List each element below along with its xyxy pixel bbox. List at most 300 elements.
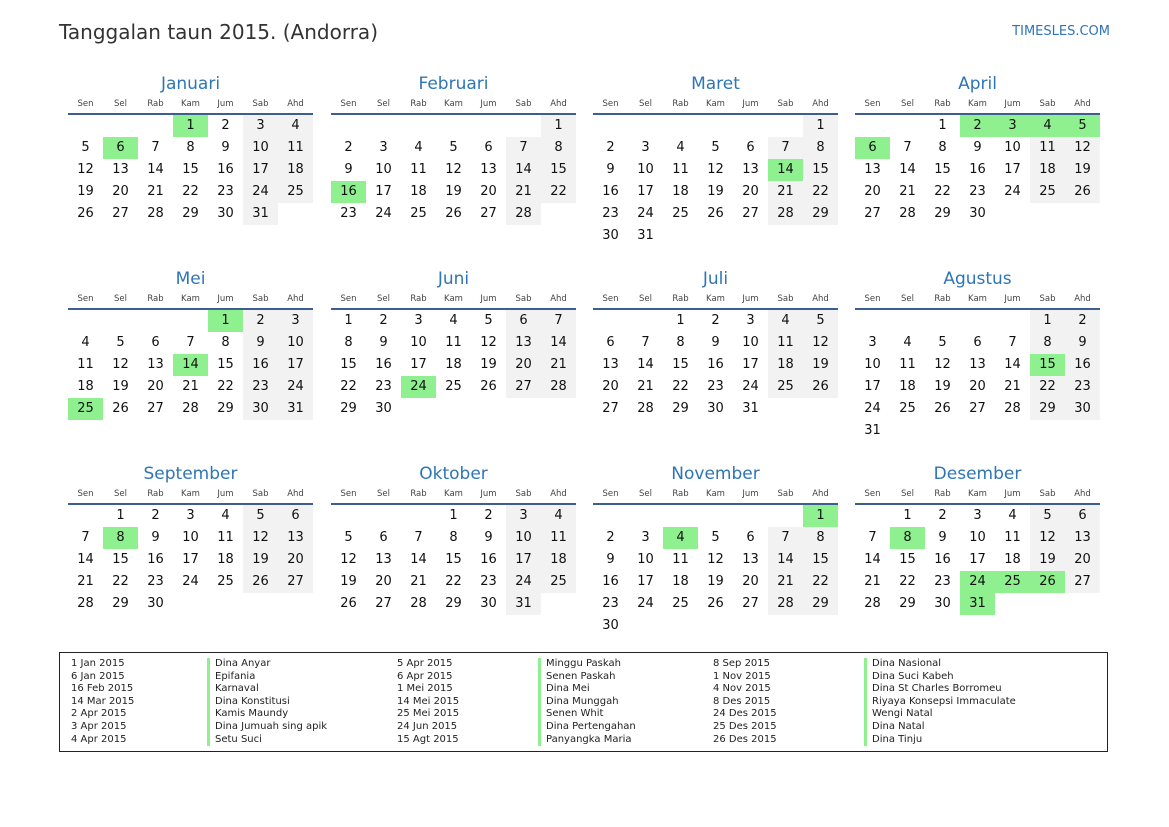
day-cell[interactable]: 26 [707, 206, 724, 221]
day-cell[interactable]: 20 [480, 184, 497, 199]
day-cell[interactable]: 10 [637, 162, 654, 177]
day-cell[interactable]: 20 [742, 184, 759, 199]
day-cell[interactable]: 13 [278, 527, 313, 549]
day-cell[interactable]: 1 [938, 118, 947, 133]
day-cell[interactable]: 1 [803, 115, 838, 137]
day-cell[interactable]: 7 [186, 335, 195, 350]
day-cell[interactable]: 9 [379, 335, 388, 350]
day-cell[interactable]: 16 [243, 354, 278, 376]
day-cell[interactable]: 19 [77, 184, 94, 199]
day-cell[interactable]: 18 [1030, 159, 1065, 181]
day-cell[interactable]: 29 [112, 596, 129, 611]
day-cell[interactable]: 16 [1065, 354, 1100, 376]
day-cell[interactable]: 18 [768, 354, 803, 376]
day-cell[interactable]: 26 [707, 596, 724, 611]
day-cell[interactable]: 19 [445, 184, 462, 199]
day-cell[interactable]: 20 [375, 574, 392, 589]
holiday-day[interactable]: 16 [331, 181, 366, 203]
day-cell[interactable]: 29 [340, 401, 357, 416]
day-cell[interactable]: 30 [147, 596, 164, 611]
day-cell[interactable]: 27 [742, 596, 759, 611]
day-cell[interactable]: 26 [1065, 181, 1100, 203]
day-cell[interactable]: 30 [602, 618, 619, 633]
day-cell[interactable]: 22 [541, 181, 576, 203]
day-cell[interactable]: 15 [899, 552, 916, 567]
day-cell[interactable]: 14 [506, 159, 541, 181]
day-cell[interactable]: 27 [278, 571, 313, 593]
day-cell[interactable]: 15 [182, 162, 199, 177]
holiday-day[interactable]: 4 [663, 527, 698, 549]
day-cell[interactable]: 7 [506, 137, 541, 159]
day-cell[interactable]: 25 [278, 181, 313, 203]
day-cell[interactable]: 19 [803, 354, 838, 376]
day-cell[interactable]: 19 [340, 574, 357, 589]
day-cell[interactable]: 29 [1030, 398, 1065, 420]
holiday-day[interactable]: 24 [960, 571, 995, 593]
day-cell[interactable]: 19 [707, 574, 724, 589]
day-cell[interactable]: 17 [864, 379, 881, 394]
day-cell[interactable]: 18 [541, 549, 576, 571]
day-cell[interactable]: 6 [151, 335, 160, 350]
day-cell[interactable]: 24 [375, 206, 392, 221]
day-cell[interactable]: 8 [186, 140, 195, 155]
day-cell[interactable]: 12 [803, 332, 838, 354]
day-cell[interactable]: 5 [344, 530, 353, 545]
day-cell[interactable]: 21 [899, 184, 916, 199]
day-cell[interactable]: 14 [147, 162, 164, 177]
day-cell[interactable]: 23 [217, 184, 234, 199]
day-cell[interactable]: 2 [221, 118, 230, 133]
day-cell[interactable]: 11 [899, 357, 916, 372]
day-cell[interactable]: 12 [1065, 137, 1100, 159]
day-cell[interactable]: 4 [903, 335, 912, 350]
day-cell[interactable]: 30 [243, 398, 278, 420]
day-cell[interactable]: 11 [768, 332, 803, 354]
day-cell[interactable]: 5 [711, 530, 720, 545]
day-cell[interactable]: 29 [899, 596, 916, 611]
day-cell[interactable]: 30 [934, 596, 951, 611]
day-cell[interactable]: 18 [278, 159, 313, 181]
holiday-day[interactable]: 2 [960, 115, 995, 137]
day-cell[interactable]: 24 [637, 206, 654, 221]
day-cell[interactable]: 22 [899, 574, 916, 589]
day-cell[interactable]: 27 [864, 206, 881, 221]
day-cell[interactable]: 9 [221, 140, 230, 155]
day-cell[interactable]: 7 [541, 310, 576, 332]
day-cell[interactable]: 12 [1030, 527, 1065, 549]
day-cell[interactable]: 24 [864, 401, 881, 416]
day-cell[interactable]: 1 [676, 313, 685, 328]
day-cell[interactable]: 10 [375, 162, 392, 177]
day-cell[interactable]: 26 [243, 571, 278, 593]
day-cell[interactable]: 21 [768, 181, 803, 203]
day-cell[interactable]: 28 [637, 401, 654, 416]
day-cell[interactable]: 29 [803, 203, 838, 225]
day-cell[interactable]: 1 [116, 508, 125, 523]
day-cell[interactable]: 12 [112, 357, 129, 372]
day-cell[interactable]: 7 [868, 530, 877, 545]
day-cell[interactable]: 13 [147, 357, 164, 372]
day-cell[interactable]: 12 [707, 552, 724, 567]
day-cell[interactable]: 14 [637, 357, 654, 372]
day-cell[interactable]: 17 [969, 552, 986, 567]
day-cell[interactable]: 8 [676, 335, 685, 350]
day-cell[interactable]: 2 [1065, 310, 1100, 332]
day-cell[interactable]: 25 [672, 596, 689, 611]
day-cell[interactable]: 9 [606, 552, 615, 567]
day-cell[interactable]: 23 [1065, 376, 1100, 398]
day-cell[interactable]: 11 [77, 357, 94, 372]
day-cell[interactable]: 17 [278, 354, 313, 376]
day-cell[interactable]: 27 [480, 206, 497, 221]
day-cell[interactable]: 2 [711, 313, 720, 328]
day-cell[interactable]: 1 [1030, 310, 1065, 332]
day-cell[interactable]: 19 [1030, 549, 1065, 571]
day-cell[interactable]: 27 [147, 401, 164, 416]
day-cell[interactable]: 28 [410, 596, 427, 611]
day-cell[interactable]: 5 [116, 335, 125, 350]
day-cell[interactable]: 22 [217, 379, 234, 394]
day-cell[interactable]: 12 [445, 162, 462, 177]
day-cell[interactable]: 6 [379, 530, 388, 545]
day-cell[interactable]: 23 [243, 376, 278, 398]
day-cell[interactable]: 3 [641, 530, 650, 545]
day-cell[interactable]: 10 [410, 335, 427, 350]
day-cell[interactable]: 27 [1065, 571, 1100, 593]
day-cell[interactable]: 15 [340, 357, 357, 372]
day-cell[interactable]: 23 [969, 184, 986, 199]
day-cell[interactable]: 7 [81, 530, 90, 545]
day-cell[interactable]: 10 [637, 552, 654, 567]
day-cell[interactable]: 15 [803, 549, 838, 571]
day-cell[interactable]: 5 [484, 313, 493, 328]
site-link[interactable]: TIMESLES.COM [1012, 24, 1110, 39]
holiday-day[interactable]: 3 [995, 115, 1030, 137]
day-cell[interactable]: 19 [934, 379, 951, 394]
day-cell[interactable]: 10 [506, 527, 541, 549]
holiday-day[interactable]: 24 [401, 376, 436, 398]
day-cell[interactable]: 13 [864, 162, 881, 177]
day-cell[interactable]: 29 [672, 401, 689, 416]
day-cell[interactable]: 16 [602, 574, 619, 589]
day-cell[interactable]: 11 [278, 137, 313, 159]
day-cell[interactable]: 3 [868, 335, 877, 350]
day-cell[interactable]: 23 [375, 379, 392, 394]
day-cell[interactable]: 24 [278, 376, 313, 398]
day-cell[interactable]: 22 [445, 574, 462, 589]
day-cell[interactable]: 6 [278, 505, 313, 527]
day-cell[interactable]: 17 [410, 357, 427, 372]
day-cell[interactable]: 25 [217, 574, 234, 589]
day-cell[interactable]: 30 [480, 596, 497, 611]
day-cell[interactable]: 6 [1065, 505, 1100, 527]
day-cell[interactable]: 23 [602, 596, 619, 611]
day-cell[interactable]: 19 [480, 357, 497, 372]
day-cell[interactable]: 25 [541, 571, 576, 593]
day-cell[interactable]: 30 [707, 401, 724, 416]
holiday-day[interactable]: 25 [995, 571, 1030, 593]
day-cell[interactable]: 29 [217, 401, 234, 416]
day-cell[interactable]: 31 [742, 401, 759, 416]
day-cell[interactable]: 14 [410, 552, 427, 567]
day-cell[interactable]: 3 [641, 140, 650, 155]
day-cell[interactable]: 26 [112, 401, 129, 416]
day-cell[interactable]: 15 [112, 552, 129, 567]
day-cell[interactable]: 31 [278, 398, 313, 420]
day-cell[interactable]: 13 [112, 162, 129, 177]
day-cell[interactable]: 25 [768, 376, 803, 398]
day-cell[interactable]: 11 [217, 530, 234, 545]
day-cell[interactable]: 22 [672, 379, 689, 394]
day-cell[interactable]: 12 [340, 552, 357, 567]
day-cell[interactable]: 1 [449, 508, 458, 523]
day-cell[interactable]: 28 [77, 596, 94, 611]
day-cell[interactable]: 26 [340, 596, 357, 611]
day-cell[interactable]: 1 [541, 115, 576, 137]
day-cell[interactable]: 16 [480, 552, 497, 567]
day-cell[interactable]: 25 [410, 206, 427, 221]
day-cell[interactable]: 29 [445, 596, 462, 611]
day-cell[interactable]: 16 [934, 552, 951, 567]
day-cell[interactable]: 5 [1030, 505, 1065, 527]
day-cell[interactable]: 26 [77, 206, 94, 221]
day-cell[interactable]: 8 [221, 335, 230, 350]
day-cell[interactable]: 3 [414, 313, 423, 328]
day-cell[interactable]: 29 [803, 593, 838, 615]
day-cell[interactable]: 9 [973, 140, 982, 155]
day-cell[interactable]: 15 [934, 162, 951, 177]
day-cell[interactable]: 17 [742, 357, 759, 372]
day-cell[interactable]: 6 [506, 310, 541, 332]
day-cell[interactable]: 14 [541, 332, 576, 354]
day-cell[interactable]: 31 [506, 593, 541, 615]
day-cell[interactable]: 4 [278, 115, 313, 137]
day-cell[interactable]: 9 [606, 162, 615, 177]
day-cell[interactable]: 7 [414, 530, 423, 545]
day-cell[interactable]: 27 [112, 206, 129, 221]
day-cell[interactable]: 4 [768, 310, 803, 332]
holiday-day[interactable]: 14 [768, 159, 803, 181]
day-cell[interactable]: 11 [410, 162, 427, 177]
day-cell[interactable]: 13 [1065, 527, 1100, 549]
day-cell[interactable]: 21 [541, 354, 576, 376]
day-cell[interactable]: 22 [803, 571, 838, 593]
day-cell[interactable]: 9 [1065, 332, 1100, 354]
day-cell[interactable]: 10 [278, 332, 313, 354]
day-cell[interactable]: 16 [969, 162, 986, 177]
day-cell[interactable]: 12 [243, 527, 278, 549]
day-cell[interactable]: 18 [445, 357, 462, 372]
day-cell[interactable]: 26 [445, 206, 462, 221]
day-cell[interactable]: 20 [147, 379, 164, 394]
day-cell[interactable]: 16 [707, 357, 724, 372]
day-cell[interactable]: 17 [637, 184, 654, 199]
day-cell[interactable]: 17 [243, 159, 278, 181]
day-cell[interactable]: 6 [746, 140, 755, 155]
day-cell[interactable]: 4 [449, 313, 458, 328]
day-cell[interactable]: 9 [711, 335, 720, 350]
day-cell[interactable]: 21 [1004, 379, 1021, 394]
day-cell[interactable]: 28 [899, 206, 916, 221]
day-cell[interactable]: 18 [672, 184, 689, 199]
day-cell[interactable]: 26 [934, 401, 951, 416]
day-cell[interactable]: 28 [864, 596, 881, 611]
day-cell[interactable]: 9 [151, 530, 160, 545]
day-cell[interactable]: 21 [147, 184, 164, 199]
day-cell[interactable]: 18 [1004, 552, 1021, 567]
day-cell[interactable]: 8 [938, 140, 947, 155]
day-cell[interactable]: 6 [973, 335, 982, 350]
day-cell[interactable]: 18 [77, 379, 94, 394]
day-cell[interactable]: 17 [506, 549, 541, 571]
day-cell[interactable]: 14 [1004, 357, 1021, 372]
day-cell[interactable]: 6 [484, 140, 493, 155]
day-cell[interactable]: 5 [449, 140, 458, 155]
day-cell[interactable]: 10 [969, 530, 986, 545]
day-cell[interactable]: 8 [541, 137, 576, 159]
day-cell[interactable]: 14 [864, 552, 881, 567]
holiday-day[interactable]: 1 [208, 310, 243, 332]
day-cell[interactable]: 1 [344, 313, 353, 328]
day-cell[interactable]: 10 [864, 357, 881, 372]
holiday-day[interactable]: 4 [1030, 115, 1065, 137]
day-cell[interactable]: 25 [899, 401, 916, 416]
day-cell[interactable]: 27 [969, 401, 986, 416]
day-cell[interactable]: 16 [602, 184, 619, 199]
day-cell[interactable]: 3 [379, 140, 388, 155]
day-cell[interactable]: 8 [1030, 332, 1065, 354]
day-cell[interactable]: 24 [243, 181, 278, 203]
day-cell[interactable]: 23 [707, 379, 724, 394]
day-cell[interactable]: 28 [506, 203, 541, 225]
day-cell[interactable]: 13 [375, 552, 392, 567]
day-cell[interactable]: 21 [182, 379, 199, 394]
day-cell[interactable]: 13 [480, 162, 497, 177]
day-cell[interactable]: 26 [803, 376, 838, 398]
day-cell[interactable]: 30 [969, 206, 986, 221]
day-cell[interactable]: 2 [344, 140, 353, 155]
day-cell[interactable]: 17 [182, 552, 199, 567]
day-cell[interactable]: 3 [973, 508, 982, 523]
day-cell[interactable]: 7 [1008, 335, 1017, 350]
day-cell[interactable]: 28 [768, 203, 803, 225]
day-cell[interactable]: 20 [602, 379, 619, 394]
day-cell[interactable]: 25 [672, 206, 689, 221]
day-cell[interactable]: 11 [1030, 137, 1065, 159]
day-cell[interactable]: 12 [934, 357, 951, 372]
day-cell[interactable]: 21 [506, 181, 541, 203]
holiday-day[interactable]: 26 [1030, 571, 1065, 593]
day-cell[interactable]: 9 [484, 530, 493, 545]
day-cell[interactable]: 1 [903, 508, 912, 523]
day-cell[interactable]: 21 [77, 574, 94, 589]
day-cell[interactable]: 16 [147, 552, 164, 567]
day-cell[interactable]: 19 [243, 549, 278, 571]
day-cell[interactable]: 27 [602, 401, 619, 416]
day-cell[interactable]: 7 [151, 140, 160, 155]
holiday-day[interactable]: 6 [103, 137, 138, 159]
day-cell[interactable]: 30 [1065, 398, 1100, 420]
day-cell[interactable]: 10 [1004, 140, 1021, 155]
day-cell[interactable]: 22 [112, 574, 129, 589]
day-cell[interactable]: 25 [445, 379, 462, 394]
day-cell[interactable]: 23 [934, 574, 951, 589]
day-cell[interactable]: 2 [151, 508, 160, 523]
day-cell[interactable]: 14 [77, 552, 94, 567]
day-cell[interactable]: 13 [742, 162, 759, 177]
day-cell[interactable]: 15 [803, 159, 838, 181]
day-cell[interactable]: 6 [746, 530, 755, 545]
day-cell[interactable]: 18 [410, 184, 427, 199]
day-cell[interactable]: 7 [641, 335, 650, 350]
holiday-day[interactable]: 31 [960, 593, 995, 615]
day-cell[interactable]: 24 [637, 596, 654, 611]
day-cell[interactable]: 13 [969, 357, 986, 372]
day-cell[interactable]: 19 [1065, 159, 1100, 181]
day-cell[interactable]: 20 [278, 549, 313, 571]
day-cell[interactable]: 27 [375, 596, 392, 611]
day-cell[interactable]: 31 [243, 203, 278, 225]
day-cell[interactable]: 7 [768, 527, 803, 549]
day-cell[interactable]: 5 [711, 140, 720, 155]
day-cell[interactable]: 4 [1008, 508, 1017, 523]
day-cell[interactable]: 20 [1065, 549, 1100, 571]
day-cell[interactable]: 28 [541, 376, 576, 398]
day-cell[interactable]: 3 [186, 508, 195, 523]
day-cell[interactable]: 30 [217, 206, 234, 221]
day-cell[interactable]: 19 [707, 184, 724, 199]
day-cell[interactable]: 31 [864, 423, 881, 438]
day-cell[interactable]: 23 [480, 574, 497, 589]
day-cell[interactable]: 22 [340, 379, 357, 394]
day-cell[interactable]: 11 [672, 162, 689, 177]
day-cell[interactable]: 15 [445, 552, 462, 567]
day-cell[interactable]: 25 [1030, 181, 1065, 203]
day-cell[interactable]: 17 [375, 184, 392, 199]
day-cell[interactable]: 2 [484, 508, 493, 523]
day-cell[interactable]: 8 [344, 335, 353, 350]
day-cell[interactable]: 3 [506, 505, 541, 527]
day-cell[interactable]: 4 [81, 335, 90, 350]
day-cell[interactable]: 28 [768, 593, 803, 615]
day-cell[interactable]: 8 [803, 137, 838, 159]
day-cell[interactable]: 20 [864, 184, 881, 199]
day-cell[interactable]: 21 [768, 571, 803, 593]
day-cell[interactable]: 4 [676, 140, 685, 155]
day-cell[interactable]: 5 [243, 505, 278, 527]
day-cell[interactable]: 11 [445, 335, 462, 350]
day-cell[interactable]: 28 [147, 206, 164, 221]
day-cell[interactable]: 26 [480, 379, 497, 394]
day-cell[interactable]: 21 [637, 379, 654, 394]
day-cell[interactable]: 5 [803, 310, 838, 332]
day-cell[interactable]: 4 [541, 505, 576, 527]
day-cell[interactable]: 18 [899, 379, 916, 394]
day-cell[interactable]: 3 [243, 115, 278, 137]
day-cell[interactable]: 30 [375, 401, 392, 416]
day-cell[interactable]: 2 [379, 313, 388, 328]
holiday-day[interactable]: 1 [173, 115, 208, 137]
day-cell[interactable]: 16 [375, 357, 392, 372]
holiday-day[interactable]: 8 [890, 527, 925, 549]
day-cell[interactable]: 29 [182, 206, 199, 221]
day-cell[interactable]: 20 [112, 184, 129, 199]
day-cell[interactable]: 24 [182, 574, 199, 589]
day-cell[interactable]: 29 [934, 206, 951, 221]
day-cell[interactable]: 20 [506, 354, 541, 376]
day-cell[interactable]: 27 [742, 206, 759, 221]
day-cell[interactable]: 27 [506, 376, 541, 398]
